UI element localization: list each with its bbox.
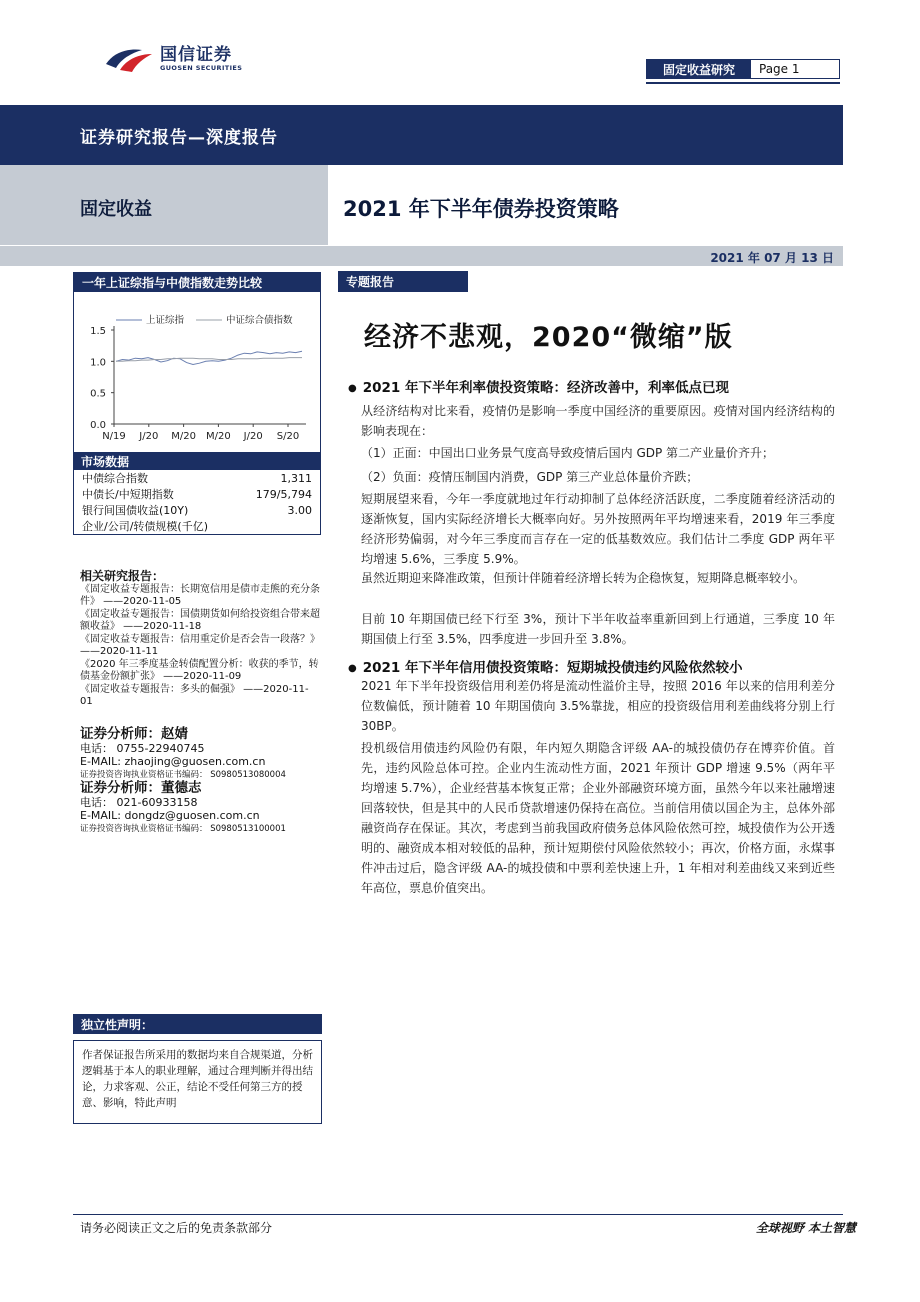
report-type: 证券研究报告—深度报告 xyxy=(80,128,278,148)
related-report-item[interactable]: 《2020 年三季度基金转债配置分析：收获的季节，转债基金份额扩张》 ——2020-11-09 xyxy=(80,658,319,682)
market-row-value: 3.00 xyxy=(287,504,312,517)
footer-slogan: 全球视野 本土智慧 xyxy=(755,1221,856,1235)
related-reports-title: 相关研究报告： xyxy=(80,569,165,583)
report-title: 2021 年下半年债券投资策略 xyxy=(343,197,619,221)
report-date: 2021 年 07 月 13 日 xyxy=(710,251,834,265)
y-tick-label: 0.5 xyxy=(90,388,106,400)
related-report-item[interactable]: 《固定收益专题报告：信用重定价是否会告一段落？》 ——2020-11-11 xyxy=(80,633,320,657)
section-heading: ● 2021 年下半年信用债投资策略：短期城投债违约风险依然较小 xyxy=(348,656,743,676)
x-tick-label: J/20 xyxy=(243,431,263,442)
analyst-block xyxy=(80,782,320,836)
analyst-phone: 电话： 021-60933158 xyxy=(80,795,198,809)
index-chart xyxy=(73,292,321,452)
logo-text-en: GUOSEN SECURITIES xyxy=(160,64,243,72)
paragraph: 投机级信用债违约风险仍有限，年内短久期隐含评级 AA-的城投债仍存在博弈价值。首先，违约风险总体可控。企业内生流动性方面，2021 年预计 GDP 增速 9.5%（两年平均增速 5.7%），企业经营基本恢复正常；企业外部融资环境方面，虽然今年以来社融增速回落较快，但是其中的人民币贷款增速仍保持在高位。当前信用债以国企为主，总体外部融资尚存在保证。其次，考虑到当前我国政府债务总体风险依然可控，城投债作为公开透明的、融资成本相对较低的品种，预计短期偿付风险依然较小；再次，价格方面，永煤事件冲击过后，隐含评级 AA-的城投债和中票利差快速上升，1 年相对利差曲线又来到近些年高位，票息价值突出。 xyxy=(361,741,835,895)
legend-label: 上证综指 xyxy=(146,315,185,326)
analyst-name: 证券分析师：赵婧 xyxy=(80,726,188,742)
footer-disclaimer: 请务必阅读正文之后的免责条款部分 xyxy=(80,1221,273,1235)
y-tick-label: 1.0 xyxy=(90,357,106,369)
analyst-cert: 证券投资咨询执业资格证书编码： S0980513100001 xyxy=(80,823,286,834)
market-row xyxy=(74,518,320,534)
analyst-block xyxy=(80,728,320,782)
market-row-label: 银行间国债收益(10Y) xyxy=(82,504,189,517)
footer-rule xyxy=(73,1214,843,1215)
x-tick-label: M/20 xyxy=(206,431,231,442)
paragraph: （1）正面：中国出口业务景气度高导致疫情后国内 GDP 第二产业量价齐升； xyxy=(361,446,775,460)
paragraph: 虽然近期迎来降准政策，但预计伴随着经济增长转为企稳恢复，短期降息概率较小。 xyxy=(361,571,806,585)
market-row-label: 中债综合指数 xyxy=(82,472,148,485)
related-report-item[interactable]: 《固定收益专题报告：长期宽信用是债市走熊的充分条件》 ——2020-11-05 xyxy=(80,583,320,607)
x-tick-label: N/19 xyxy=(102,431,126,442)
index-chart-svg xyxy=(74,292,320,452)
company-logo xyxy=(104,44,242,74)
paragraph: 目前 10 年期国债已经下行至 3%，预计下半年收益率重新回到上行通道，三季度 10 年期国债上行至 3.5%，四季度进一步回升至 3.8%。 xyxy=(361,612,835,646)
logo-text-zh: 国信证券 xyxy=(160,45,232,65)
report-tag: 专题报告 xyxy=(338,271,468,292)
chart-box-title: 一年上证综指与中债指数走势比较 xyxy=(73,272,321,292)
legend-label: 中证综合债指数 xyxy=(226,315,293,326)
header-rule xyxy=(646,82,840,84)
independence-body: 作者保证报告所采用的数据均来自合规渠道，分析逻辑基于本人的职业理解，通过合理判断并得出结论，力求客观、公正，结论不受任何第三方的授意、影响，特此声明 xyxy=(73,1040,322,1124)
market-data-title: 市场数据 xyxy=(73,452,321,470)
paragraph: 从经济结构对比来看，疫情仍是影响一季度中国经济的重要原因。疫情对国内经济结构的影响表现在： xyxy=(361,404,835,438)
header-category-box xyxy=(646,59,840,79)
analyst-email[interactable]: E-MAIL: zhaojing@guosen.com.cn xyxy=(80,755,266,768)
market-row-label: 中债长/中短期指数 xyxy=(82,488,174,501)
x-tick-label: M/20 xyxy=(171,431,196,442)
y-tick-label: 1.5 xyxy=(90,326,106,337)
analyst-name: 证券分析师：董德志 xyxy=(80,780,202,796)
sector-band xyxy=(0,165,328,245)
header-category: 固定收益研究 xyxy=(647,60,751,78)
analyst-phone: 电话： 0755-22940745 xyxy=(80,741,205,755)
header-page: Page 1 xyxy=(759,62,800,76)
market-row-value: 179/5,794 xyxy=(255,488,312,501)
section-heading: ● 2021 年下半年利率债投资策略：经济改善中，利率低点已现 xyxy=(348,376,729,396)
logo-mark-icon xyxy=(104,44,156,74)
market-row xyxy=(74,502,320,518)
x-tick-label: J/20 xyxy=(139,431,159,442)
analyst-email[interactable]: E-MAIL: dongdz@guosen.com.cn xyxy=(80,809,260,822)
paragraph: 2021 年下半年投资级信用利差仍将是流动性溢价主导，按照 2016 年以来的信用利差分位数偏低，预计随着 10 年期国债向 3.5%靠拢，相应的投资级信用利差曲线将分别上行 30BP。 xyxy=(361,679,835,733)
y-tick-label: 0.0 xyxy=(90,420,106,431)
related-reports xyxy=(80,570,320,709)
market-row-value: 1,311 xyxy=(280,472,312,485)
independence-title: 独立性声明： xyxy=(73,1014,322,1034)
x-tick-label: S/20 xyxy=(276,431,300,442)
market-row xyxy=(74,470,320,486)
related-report-item[interactable]: 《固定收益专题报告：国债期货如何给投资组合带来超额收益》 ——2020-11-18 xyxy=(80,608,320,632)
market-row-label: 企业/公司/转债规模(千亿) xyxy=(82,520,208,533)
market-data-table xyxy=(73,470,321,535)
paragraph: （2）负面：疫情压制国内消费，GDP 第三产业总体量价齐跌； xyxy=(361,470,699,484)
sector-label: 固定收益 xyxy=(80,199,152,220)
related-report-item[interactable]: 《固定收益专题报告：多头的倔强》 ——2020-11-01 xyxy=(80,683,309,707)
market-row xyxy=(74,486,320,502)
headline: 经济不悲观，2020“微缩”版 xyxy=(364,322,733,353)
analyst-cert: 证券投资咨询执业资格证书编码： S0980513080004 xyxy=(80,769,286,780)
paragraph: 短期展望来看，今年一季度就地过年行动抑制了总体经济活跃度，二季度随着经济活动的逐渐恢复，国内实际经济增长大概率向好。另外按照两年平均增速来看，2019 年三季度经济形势偏弱，对今年三季度而言存在一定的低基数效应。我们估计二季度 GDP 两年平均增速 5.6%，三季度 5.9%。 xyxy=(361,492,835,566)
